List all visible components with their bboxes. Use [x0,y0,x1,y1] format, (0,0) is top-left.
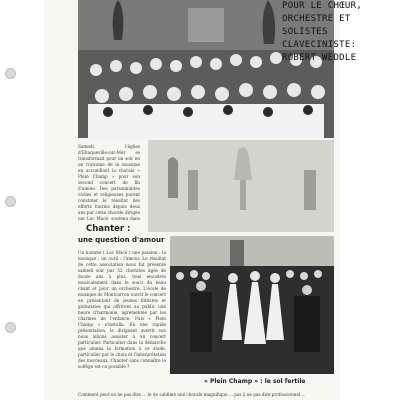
church-interior-photo [148,140,334,232]
caption-line: CLAVECINISTE: [282,40,357,50]
caption-line: ROBERT WEDDLE [282,53,357,63]
binder-hole [5,196,16,207]
article-body: Un homme ( Luc Macé ) une passion : la musique ; un outil : l'amour. Le résultat de cette association nous fut présenté samedi soir par 52 choristes âgés de douze ans à plus, tous encadrés musicalement dans le souci du beau chant et pour un orchestre. L'école de musique de Montcarron ouvrit le concert en présentant de jeunes flûtistes et guitaristes qui offrirent au public une heure d'harmonie, agrémentée par les charmes de l'enfance. Puis « Plein Champ » s'installa. En une rapide présentation, le dirigeant avertit son nous allions assister à un concert particulier. Particulier dans la démarche que amena la formation à ce stade, particulier par le choix et l'interprétation des morceaux. Chanter sans connaître le solfège est-ce possible ? [78,250,166,369]
headline-chanter: Chanter : [86,224,131,234]
headline-plein-champ: « Plein Champ » : le sol fertile [204,378,306,385]
article-intro: Samedi, l'église d'Ehuqueville-sur-Mer se transformait pour un soir en un royaume de la musique en accueillant la chorale « Plein Champ » pour son second concert de fin d'année. Des personnalités civiles et religieuses purent constater le résultat des efforts fournis depuis deux ans par cette chorale dirigée par Luc Macé, soutenu dans [78,144,140,220]
caption-line: POUR LE CHŒUR, [282,1,363,11]
caption-line: SOLISTES [282,27,328,37]
headline-chanter-sub: une question d'amour [78,236,165,244]
caption-line: ORCHESTRE ET [282,14,351,24]
article-footer: Comment peut-on ne pas dire ... le de sublime une chorale magnifique ... pas à ne pas dire professionnel ... [78,392,306,397]
binder-hole [5,322,16,333]
binder-hole [5,68,16,79]
performers-photo [170,236,334,374]
handwritten-caption [282,0,400,65]
